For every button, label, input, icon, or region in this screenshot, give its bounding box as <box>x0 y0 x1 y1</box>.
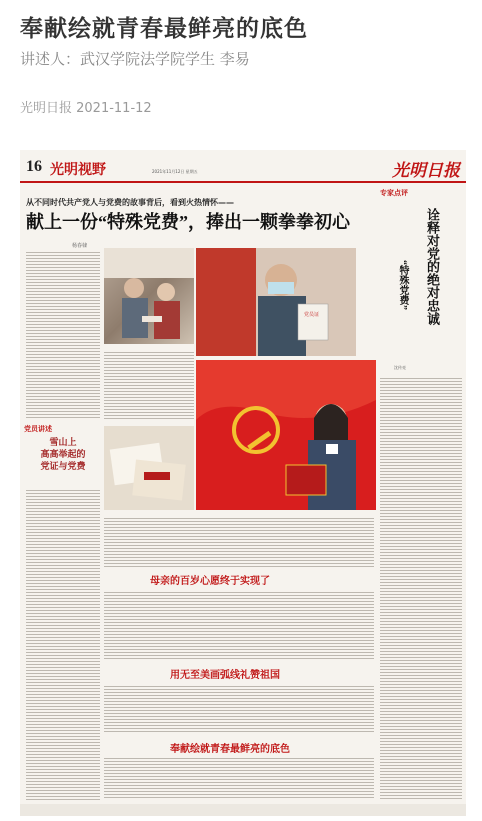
masthead-rule <box>20 181 466 183</box>
byline: 杨春棣 <box>72 243 88 249</box>
commentary-author: 沈传亮 <box>394 365 406 370</box>
article-author: 讲述人：武汉学院法学院学生 李易 <box>20 50 250 68</box>
article-title: 奉献绘就青春最鲜亮的底色 <box>20 16 308 42</box>
body-text-block-4 <box>104 756 374 800</box>
story4-headline: 奉献绘就青春最鲜亮的底色 <box>170 744 290 755</box>
sub-headline-line-3: 党证与党费 <box>40 462 86 472</box>
text-column <box>26 250 100 420</box>
sub-story-text <box>26 488 100 800</box>
page-number: 16 <box>26 158 42 175</box>
kicker: 从不同时代共产党人与党费的故事背后，看到火热情怀—— <box>26 198 234 207</box>
photo-elders <box>104 248 194 344</box>
photo-sign-text: 党员证 <box>304 312 320 318</box>
commentary-headline: 诠释对党的绝对忠诚 <box>425 208 440 325</box>
sub-story-tag: 党员讲述 <box>24 425 52 433</box>
body-text-block-2 <box>104 590 374 660</box>
newspaper-page-image <box>20 150 466 816</box>
photo-documents <box>104 426 194 510</box>
section-name: 光明视野 <box>50 163 106 178</box>
photo-masked-man-art <box>196 248 356 356</box>
sub-headline-line-2: 高高举起的 <box>40 450 86 460</box>
commentary-text <box>380 376 462 800</box>
newspaper-logo: 光明日报 <box>392 161 460 180</box>
article-source: 光明日报 2021-11-12 <box>20 101 152 116</box>
date-line: 2021年11月12日 星期五 <box>152 169 198 174</box>
story3-headline: 用无至美画弧线礼赞祖国 <box>170 670 280 681</box>
commentary-tag: 专家点评 <box>380 189 408 197</box>
photo-flag-woman-art <box>196 360 376 510</box>
body-text-block-3 <box>104 684 374 734</box>
photo-masked-man <box>196 248 356 356</box>
main-headline: 献上一份“特殊党费”，捧出一颗拳拳初心 <box>26 212 350 232</box>
newspaper-footer <box>20 804 466 816</box>
photo-caption-block <box>104 350 194 420</box>
article-header <box>0 0 482 145</box>
photo-documents-art <box>104 426 194 510</box>
sub-story-headline <box>28 437 98 473</box>
story2-headline: 母亲的百岁心愿终于实现了 <box>150 576 270 587</box>
sub-story <box>24 424 100 484</box>
photo-flag-woman <box>196 360 376 510</box>
photo-elders-art <box>104 248 194 344</box>
newspaper-masthead <box>20 156 466 178</box>
body-text-block-1 <box>104 516 374 568</box>
sub-headline-line-1: 雪山上 <box>49 438 77 448</box>
commentary-quote: “特殊党费” <box>397 260 408 310</box>
